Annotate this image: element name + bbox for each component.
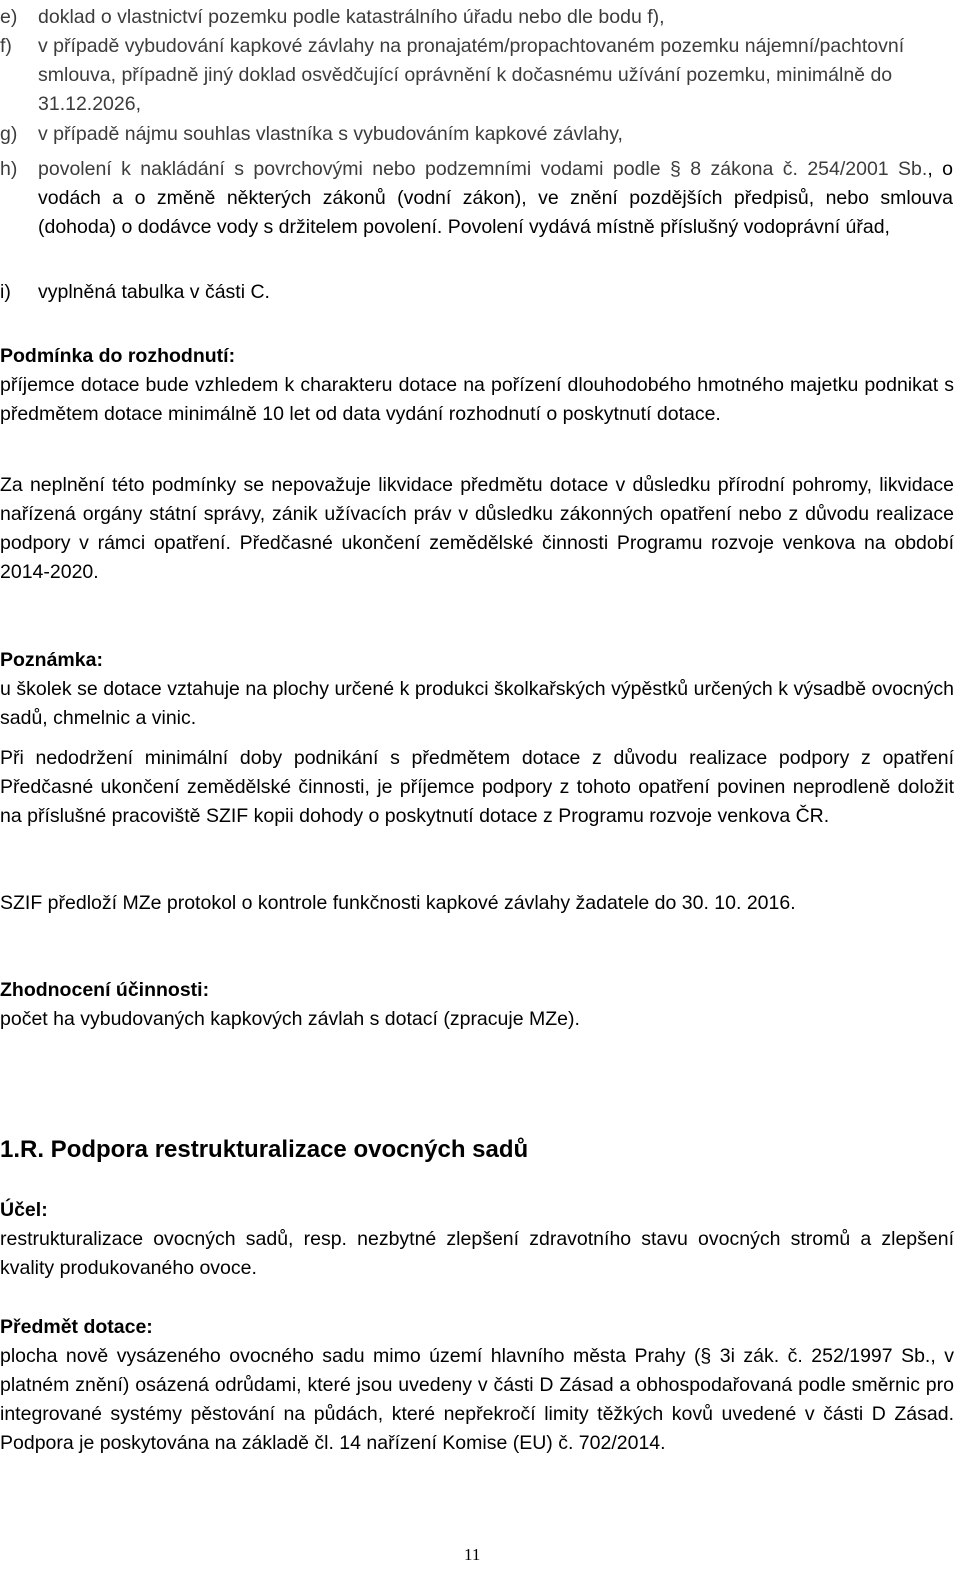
podminka-paragraph-1: příjemce dotace bude vzhledem k charakteru dotace na pořízení dlouhodobého hmotného majetku podnikat s předmětem dotace minimálně 10 let od data vydání rozhodnutí o poskytnutí dotace.: [0, 374, 954, 425]
list-letter: h): [0, 158, 18, 180]
section-title: 1.R. Podpora restrukturalizace ovocných sadů: [0, 1136, 529, 1163]
list-letter: i): [0, 281, 11, 303]
poznamka-paragraph-2: Při nedodržení minimální doby podnikání s předmětem dotace z důvodu realizace podpory z opatření Předčasné ukončení zemědělské činnosti, je příjemce podpory z tohoto opatření povinen neprodleně doložit na příslušné pracoviště SZIF kopii dohody o poskytnutí dotace z Programu rozvoje venkova ČR.: [0, 747, 954, 827]
list-text: doklad o vlastnictví pozemku podle katastrálního úřadu nebo dle bodu f),: [38, 6, 665, 28]
ucel-text: restrukturalizace ovocných sadů, resp. nezbytné zlepšení zdravotního stavu ovocných stromů a zlepšení kvality produkovaného ovoce.: [0, 1228, 954, 1279]
poznamka-heading: Poznámka:: [0, 649, 103, 671]
list-text: v případě vybudování kapkové závlahy na pronajatém/propachtovaném pozemku nájemní/pachtovní smlouva, případně jiný doklad osvědčující oprávnění k dočasnému užívání pozemku, minimálně do 31.12.2026,: [38, 35, 905, 115]
list-item-g: [0, 120, 958, 149]
list-text-part-a: povolení k nakládání s povrchovými nebo podzemními vodami podle § 8 zákona č. 254/2001 Sb.: [38, 158, 928, 180]
list-text-part-b: , o vodách a o změně některých zákonů (vodní zákon), ve znění pozdějších předpisů, nebo smlouva (dohoda) o dodávce vody s držitelem povolení. Povolení vydává místně příslušný vodoprávní úřad,: [38, 158, 953, 238]
list-letter: g): [0, 123, 18, 145]
list-text: vyplněná tabulka v části C.: [38, 281, 270, 303]
page-number: 11: [464, 1545, 481, 1564]
list-text: v případě nájmu souhlas vlastníka s vybudováním kapkové závlahy,: [38, 123, 623, 145]
list-item-h: [0, 155, 953, 242]
poznamka-paragraph-3: SZIF předloží MZe protokol o kontrole funkčnosti kapkové závlahy žadatele do 30. 10. 2016.: [0, 892, 796, 914]
predmet-text: plocha nově vysázeného ovocného sadu mimo území hlavního města Prahy (§ 3i zák. č. 252/1997 Sb., v platném znění) osázená odrůdami, které jsou uvedeny v části D Zásad a obhospodařovaná podle směrnic pro integrované systémy pěstování na půdách, které nepřekročí limity těžkých kovů uvedené v části D Zásad. Podpora je poskytována na základě čl. 14 nařízení Komise (EU) č. 702/2014.: [0, 1345, 954, 1454]
podminka-paragraph-2: Za neplnění této podmínky se nepovažuje likvidace předmětu dotace v důsledku přírodní pohromy, likvidace nařízená orgány státní správy, zánik užívacích práv v důsledku zákonných opatření nebo z důvodu realizace podpory v rámci opatření. Předčasné ukončení zemědělské činnosti Programu rozvoje venkova na období 2014-2020.: [0, 474, 954, 583]
poznamka-paragraph-1: u školek se dotace vztahuje na plochy určené k produkci školkařských výpěstků určených k výsadbě ovocných sadů, chmelnic a vinic.: [0, 678, 954, 729]
list-item-f: [0, 32, 958, 119]
list-item-i: [0, 278, 958, 307]
zhodnoceni-text: počet ha vybudovaných kapkových závlah s dotací (zpracuje MZe).: [0, 1008, 580, 1030]
ucel-heading: Účel:: [0, 1199, 48, 1221]
podminka-heading: Podmínka do rozhodnutí:: [0, 345, 236, 367]
zhodnoceni-heading: Zhodnocení účinnosti:: [0, 979, 210, 1001]
list-letter: f): [0, 35, 12, 57]
predmet-heading: Předmět dotace:: [0, 1316, 153, 1338]
list-letter: e): [0, 6, 18, 28]
list-item-e: [0, 3, 960, 32]
